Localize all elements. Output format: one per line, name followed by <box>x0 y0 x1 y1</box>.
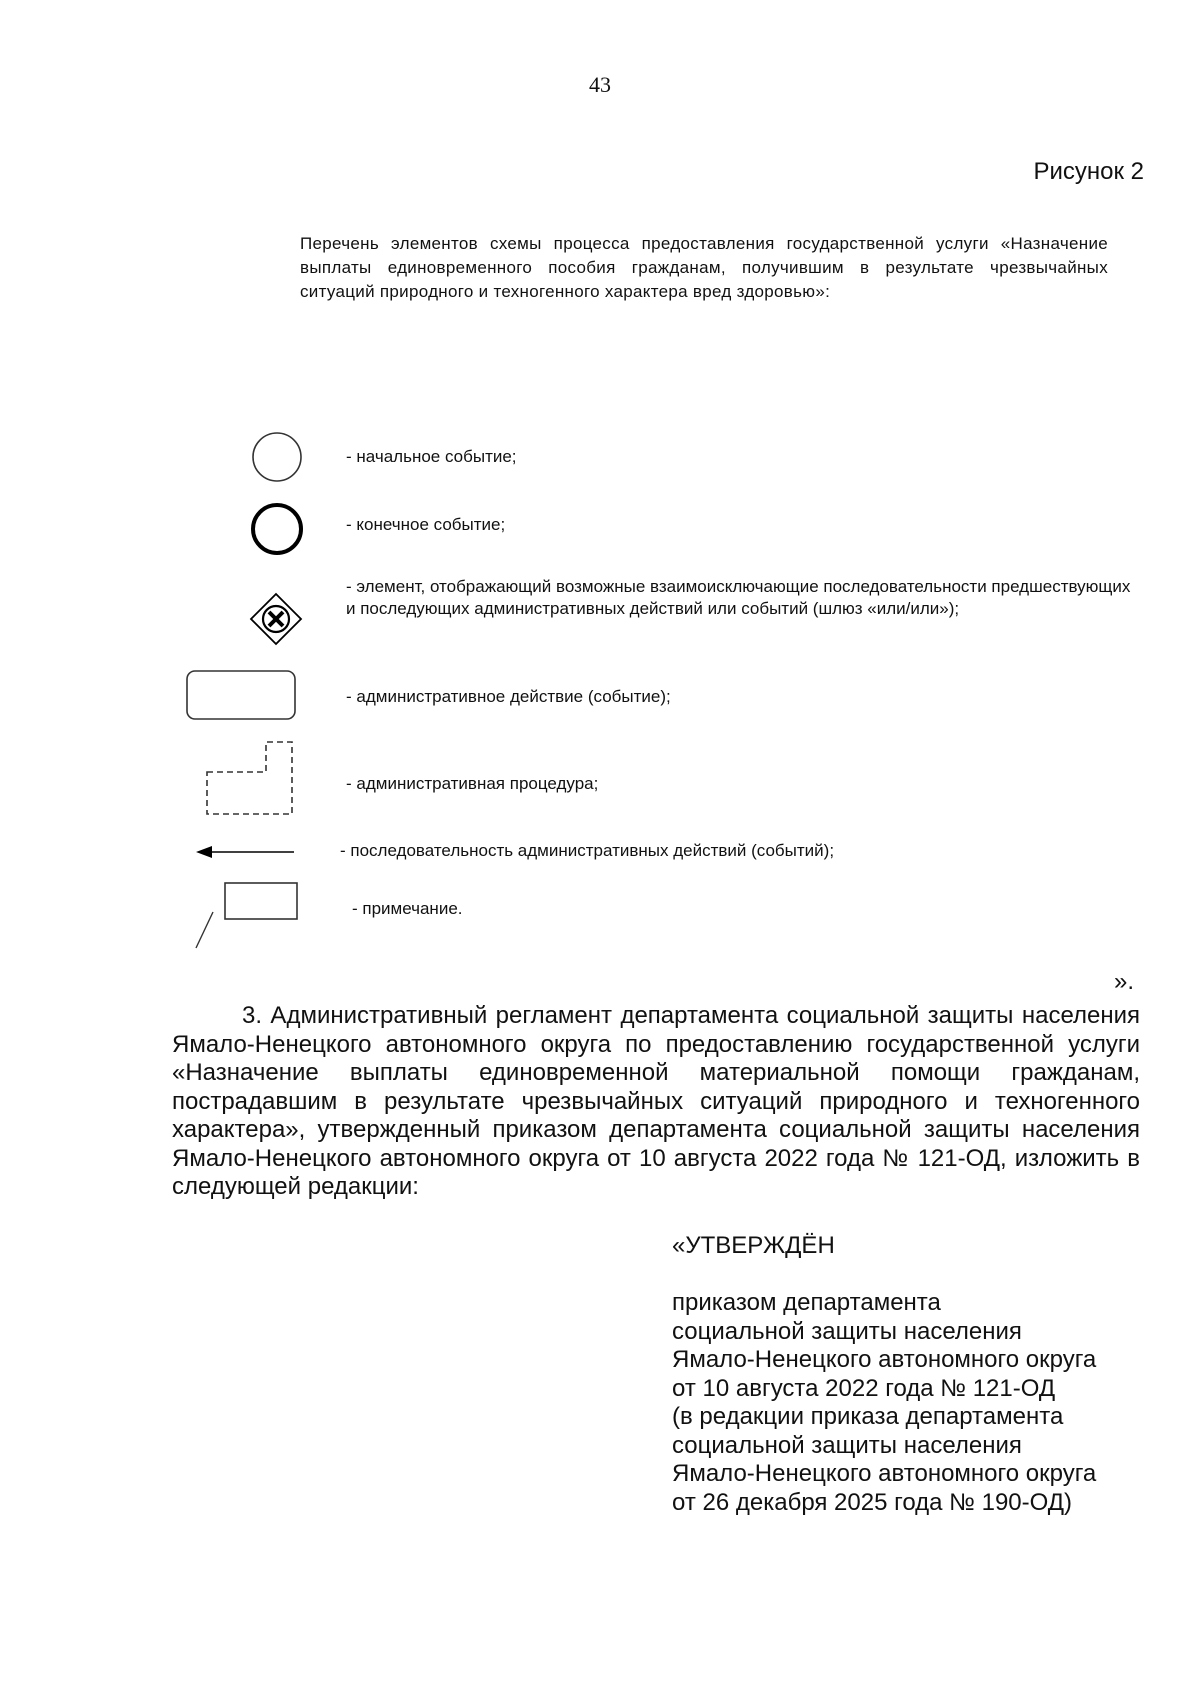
approval-title: «УТВЕРЖДЁН <box>672 1232 835 1259</box>
sequence-arrow-icon <box>194 842 298 862</box>
start-event-icon <box>248 428 306 486</box>
legend-action: - административное действие (событие); <box>346 687 671 706</box>
main-paragraph: 3. Административный регламент департамента социальной защиты населения Ямало-Ненецкого автономного округа по предоставлению государственной услуги «Назначение выплаты единовременной материальной помощи гражданам, пострадавшим в результате чрезвычайных ситуаций природного и техногенного характера», утвержденный приказом департамента социальной защиты населения Ямало-Ненецкого автономного округа от 10 августа 2022 года № 121-ОД, изложить в следующей редакции: <box>172 1002 1140 1200</box>
legend-start-event: - начальное событие; <box>346 447 517 466</box>
legend-note: - примечание. <box>352 899 463 918</box>
legend-gateway: - элемент, отображающий возможные взаимоисключающие последовательности предшествующих и последующих административных действий или событий (шлюз «или/или»); <box>346 577 1131 618</box>
legend-sequence: - последовательность административных действий (событий); <box>340 841 835 860</box>
legend-procedure: - административная процедура; <box>346 774 599 793</box>
note-icon <box>190 880 300 952</box>
end-event-icon <box>248 500 306 558</box>
legend-intro: Перечень элементов схемы процесса предоставления государственной услуги «Назначение выплаты единовременного пособия гражданам, получившим в результате чрезвычайных ситуаций природного и техногенного характера вред здоровью»: <box>300 234 1108 301</box>
administrative-action-icon <box>184 668 298 722</box>
closing-quote: ». <box>1113 968 1134 995</box>
approval-block: приказом департамента социальной защиты населения Ямало-Ненецкого автономного округа от 10 августа 2022 года № 121-ОД (в редакции приказа департамента социальной защиты населения Ямало-Ненецкого автономного округа от 26 декабря 2025 года № 190-ОД) <box>672 1289 1097 1516</box>
administrative-procedure-icon <box>204 738 298 818</box>
exclusive-gateway-icon <box>248 591 304 647</box>
figure-label: Рисунок 2 <box>1033 158 1144 185</box>
page-number: 43 <box>589 72 611 97</box>
legend-end-event: - конечное событие; <box>346 515 506 534</box>
